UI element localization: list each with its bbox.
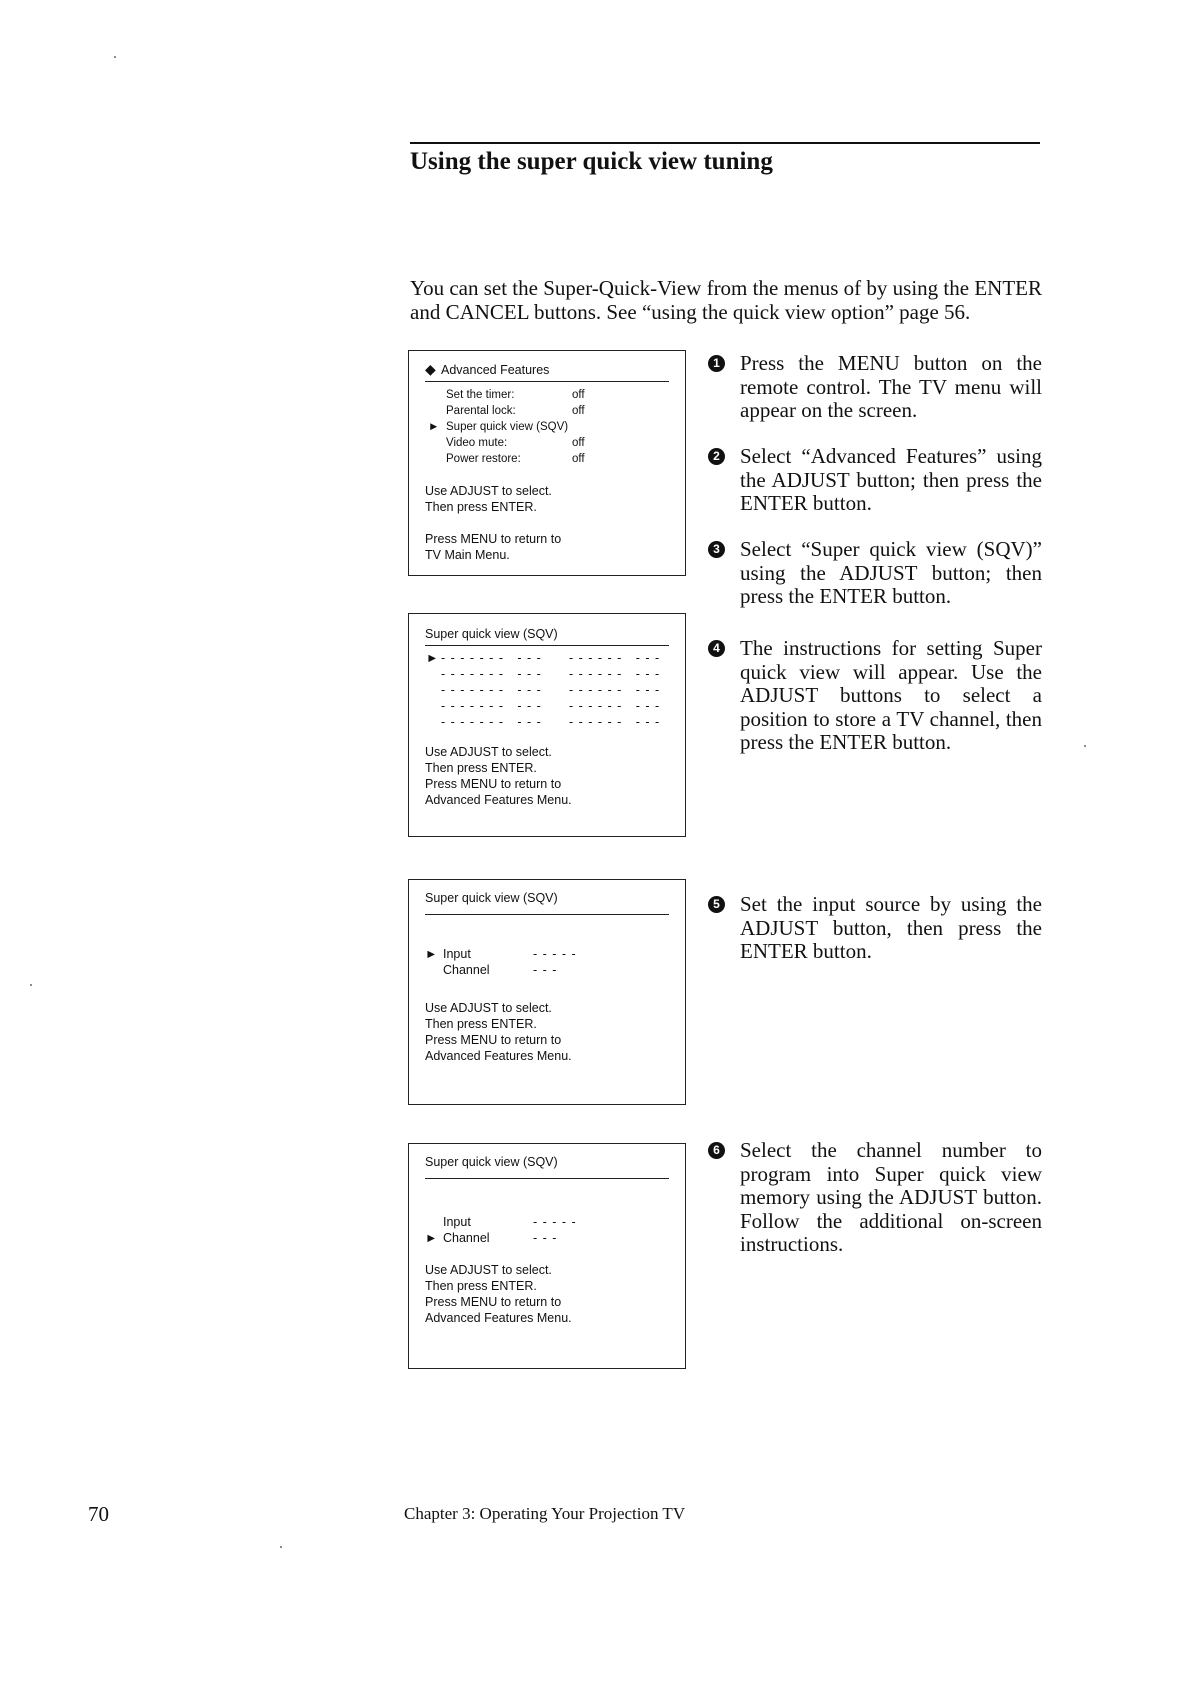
position-slot: - - - - - - - - - - (441, 667, 542, 681)
help-text: Press MENU to return to (425, 1295, 562, 1309)
menu-screen-sqv-channel (408, 1143, 686, 1369)
help-text: Press MENU to return to (425, 777, 562, 791)
help-text: Use ADJUST to select. (425, 484, 552, 498)
page-title: Using the super quick view tuning (410, 148, 773, 175)
screen-heading: Super quick view (SQV) (425, 626, 669, 646)
scan-speck (30, 984, 32, 986)
menu-screen-advanced-features (408, 350, 686, 576)
step-text: The instructions for setting Super quick view will appear. Use the ADJUST buttons to select a position to store a TV channel, then press the ENTER button. (740, 636, 1042, 754)
menu-item-parental-lock: Parental lock: off (446, 405, 585, 417)
menu-screen-sqv-input (408, 879, 686, 1105)
step-number-badge: 3 (708, 541, 725, 558)
help-text: Advanced Features Menu. (425, 793, 572, 807)
menu-item-super-quick-view: ► Super quick view (SQV) (428, 421, 569, 433)
step-number-badge: 4 (708, 640, 725, 657)
help-text: Use ADJUST to select. (425, 1001, 552, 1015)
screen-heading: Super quick view (SQV) (425, 890, 669, 915)
help-text: Press MENU to return to (425, 1033, 562, 1047)
step-text: Set the input source by using the ADJUST button, then press the ENTER button. (740, 892, 1042, 963)
menu-screen-sqv-positions (408, 613, 686, 837)
input-value: - - - - - (533, 947, 577, 961)
position-slot: - - - - - - - - - - (441, 651, 542, 665)
step-text: Select “Advanced Features” using the ADJUST button; then press the ENTER button. (740, 444, 1042, 515)
help-text: Then press ENTER. (425, 761, 537, 775)
step-text: Press the MENU button on the remote control. The TV menu will appear on the screen. (740, 351, 1042, 422)
position-slot: - - - - - - - - - - (441, 715, 542, 729)
menu-item-channel: Channel (443, 963, 490, 977)
page-number: 70 (88, 1502, 109, 1526)
step-1 (708, 352, 1042, 423)
help-text: Then press ENTER. (425, 500, 537, 514)
scan-speck (1084, 745, 1086, 747)
scan-speck (280, 1546, 282, 1548)
help-text: Then press ENTER. (425, 1279, 537, 1293)
menu-item-power-restore: Power restore: off (446, 453, 585, 465)
intro-paragraph: You can set the Super-Quick-View from the menus of by using the ENTER and CANCEL buttons. See “using the quick view option” page 56. (410, 276, 1042, 324)
help-text: Advanced Features Menu. (425, 1311, 572, 1325)
menu-item-channel: ► Channel (425, 1231, 490, 1245)
title-rule (410, 142, 1040, 144)
menu-item-timer: Set the timer: off (446, 389, 585, 401)
screen-heading: ◆ Advanced Features (425, 361, 669, 382)
position-slot: - - - - - - - - - (569, 651, 661, 665)
help-text: Press MENU to return to (425, 532, 562, 546)
step-4 (708, 637, 1042, 755)
scan-speck (114, 56, 116, 58)
position-slot: - - - - - - - - - (569, 667, 661, 681)
step-text: Select the channel number to program into Super quick view memory using the ADJUST button. Follow the additional on-screen instructions. (740, 1138, 1042, 1256)
step-number-badge: 6 (708, 1142, 725, 1159)
help-text: Then press ENTER. (425, 1017, 537, 1031)
pointer-icon: ► (426, 651, 439, 665)
position-slot: - - - - - - - - - - (441, 683, 542, 697)
channel-value: - - - (533, 1231, 558, 1245)
help-text: Use ADJUST to select. (425, 745, 552, 759)
diamond-icon: ◆ (425, 361, 436, 377)
step-number-badge: 2 (708, 448, 725, 465)
menu-item-input: ► Input (425, 947, 471, 961)
help-text: Use ADJUST to select. (425, 1263, 552, 1277)
pointer-icon: ► (425, 1231, 438, 1245)
step-6 (708, 1139, 1042, 1257)
step-number-badge: 5 (708, 896, 725, 913)
pointer-icon: ► (425, 947, 438, 961)
channel-value: - - - (533, 963, 558, 977)
screen-heading: Super quick view (SQV) (425, 1154, 669, 1179)
position-slot: - - - - - - - - - - (441, 699, 542, 713)
step-5 (708, 893, 1042, 964)
menu-item-video-mute: Video mute: off (446, 437, 585, 449)
step-3 (708, 538, 1042, 609)
step-text: Select “Super quick view (SQV)” using the ADJUST button; then press the ENTER button. (740, 537, 1042, 608)
help-text: TV Main Menu. (425, 548, 510, 562)
step-number-badge: 1 (708, 355, 725, 372)
input-value: - - - - - (533, 1215, 577, 1229)
pointer-icon: ► (428, 421, 440, 433)
page-footer: Chapter 3: Operating Your Projection TV (404, 1504, 686, 1523)
position-slot: - - - - - - - - - (569, 683, 661, 697)
position-slot: - - - - - - - - - (569, 715, 661, 729)
menu-item-input: Input (443, 1215, 471, 1229)
step-2 (708, 445, 1042, 516)
position-slot: - - - - - - - - - (569, 699, 661, 713)
help-text: Advanced Features Menu. (425, 1049, 572, 1063)
